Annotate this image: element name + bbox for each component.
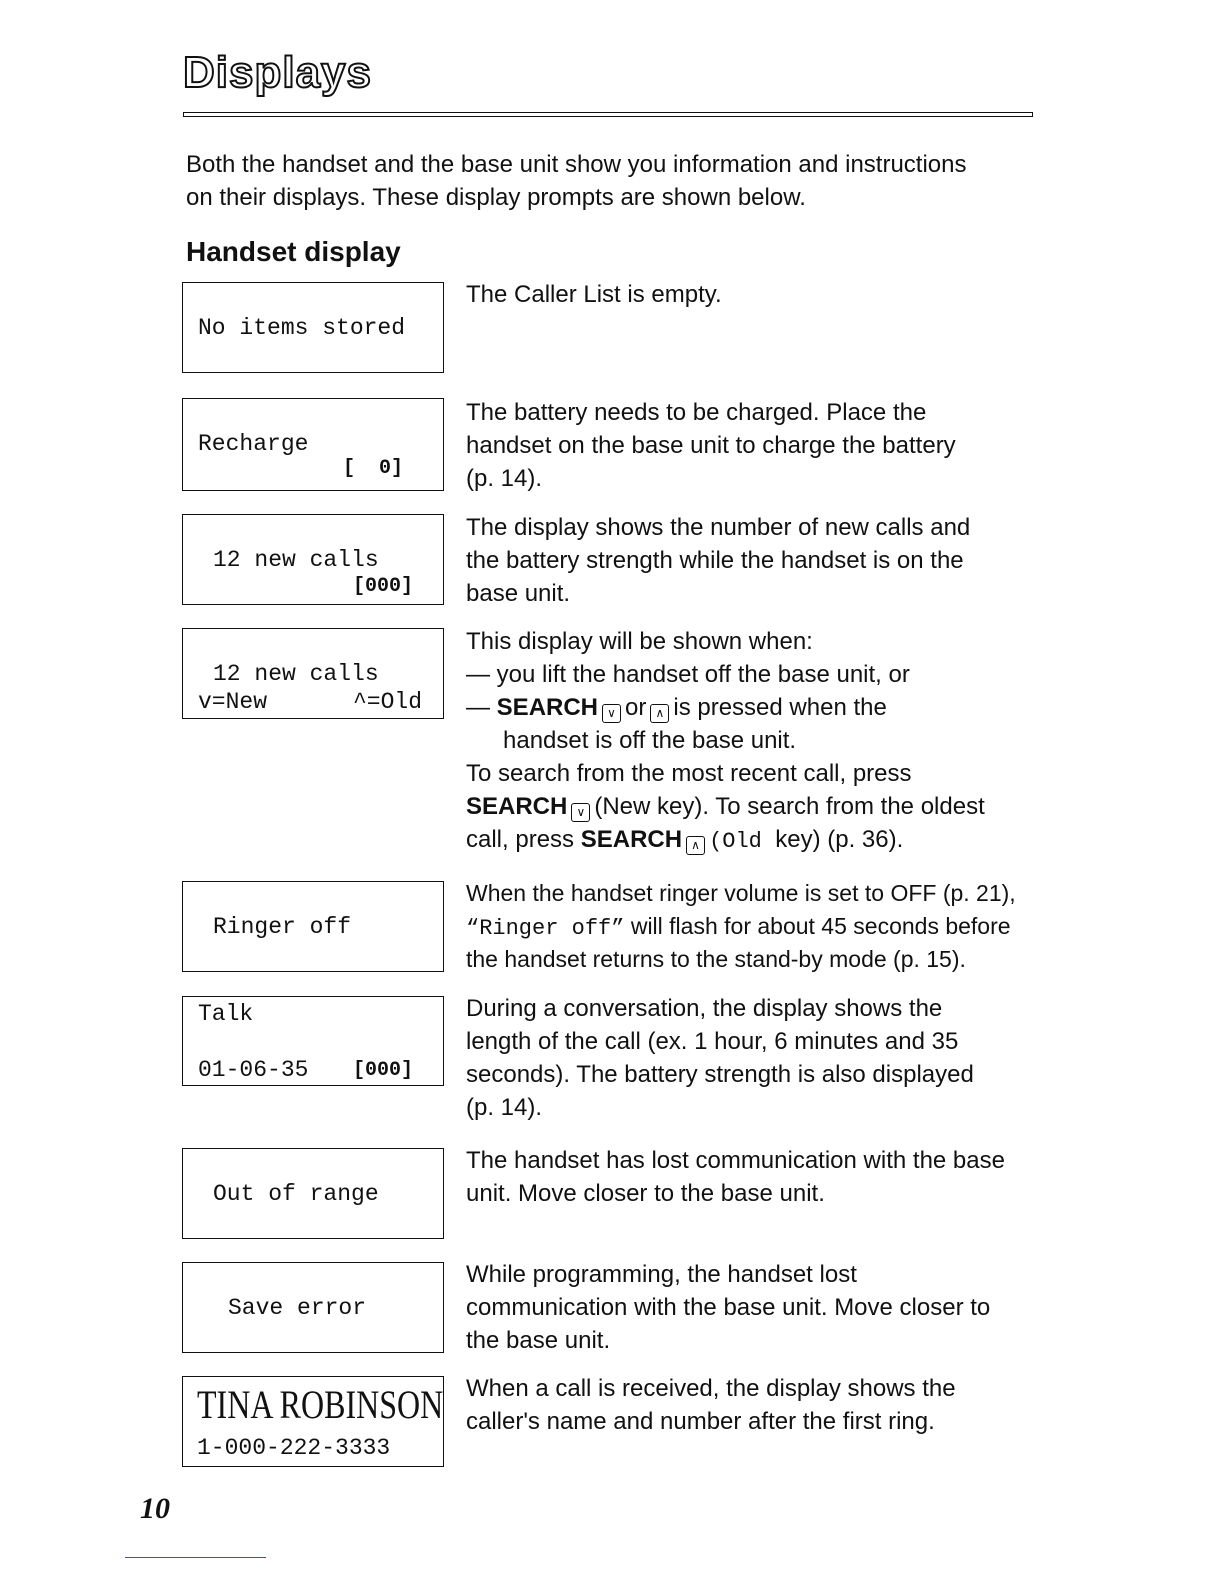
lcd-text: v=New: [198, 689, 268, 715]
text: key) (p. 36).: [775, 826, 904, 853]
battery-icon: [ 0]: [343, 457, 404, 480]
text: or: [625, 694, 647, 721]
desc-line: communication with the base unit. Move closer to: [466, 1294, 991, 1321]
lcd-new-calls: [182, 514, 444, 605]
lcd-out-of-range: [182, 1148, 444, 1239]
text: call, press: [466, 826, 575, 853]
lcd-caller-id: [182, 1376, 444, 1467]
desc-line: (p. 14).: [466, 465, 543, 492]
lcd-text: ^=Old: [353, 689, 423, 715]
title-rule: [183, 112, 1033, 117]
desc-line: (p. 14).: [466, 1094, 543, 1121]
desc-line: When a call is received, the display shows the: [466, 1375, 956, 1402]
desc-line: — you lift the handset off the base unit, or: [466, 661, 910, 688]
lcd-ringer-off: [182, 881, 444, 972]
lcd-text: Talk: [198, 1001, 254, 1027]
desc-line: handset on the base unit to charge the battery: [466, 432, 956, 459]
page-title: Displays: [183, 48, 372, 97]
lcd-text: 12 new calls: [213, 661, 379, 687]
section-heading: Handset display: [186, 236, 401, 267]
desc-line: [466, 910, 1011, 945]
lcd-text: 12 new calls: [213, 547, 379, 573]
down-key-icon: ∨: [602, 704, 621, 723]
desc-line: While programming, the handset lost: [466, 1261, 857, 1288]
search-key-label: SEARCH: [580, 826, 683, 853]
battery-icon: [000]: [353, 575, 414, 598]
up-key-icon: ∧: [686, 836, 705, 855]
desc-line: The display shows the number of new calls and: [466, 514, 971, 541]
desc-line: The battery needs to be charged. Place the: [466, 399, 927, 426]
search-key-label: SEARCH: [496, 694, 599, 721]
page-number: 10: [140, 1492, 170, 1525]
desc-line: base unit.: [466, 580, 571, 607]
intro-line: Both the handset and the base unit show you information and instructions: [186, 151, 967, 178]
desc-line: [466, 691, 887, 724]
desc-line: the handset returns to the stand-by mode (p. 15).: [466, 946, 966, 972]
text: will flash for about 45 seconds before: [630, 913, 1011, 939]
intro-line: on their displays. These display prompts are shown below.: [186, 184, 806, 211]
up-key-icon: ∧: [650, 704, 669, 723]
desc-line: [466, 790, 985, 823]
caller-name: TINA ROBINSON: [197, 1382, 444, 1427]
text: “Ringer off”: [466, 916, 625, 941]
text: —: [466, 694, 490, 721]
desc-line: length of the call (ex. 1 hour, 6 minutes and 35: [466, 1028, 959, 1055]
desc-line: During a conversation, the display shows the: [466, 995, 943, 1022]
lcd-new-calls-search: [182, 628, 444, 719]
desc-line: To search from the most recent call, press: [466, 760, 912, 787]
desc-line: unit. Move closer to the base unit.: [466, 1180, 825, 1207]
lcd-no-items: [182, 282, 444, 373]
desc-line: The handset has lost communication with the base: [466, 1147, 1005, 1174]
down-key-icon: ∨: [571, 803, 590, 822]
text: is pressed when the: [673, 694, 887, 721]
lcd-text: Save error: [228, 1295, 367, 1321]
lcd-text: Recharge: [198, 431, 309, 457]
desc-line: handset is off the base unit.: [503, 727, 797, 754]
desc-line: [466, 823, 903, 858]
lcd-text: 01-06-35: [198, 1057, 309, 1083]
search-key-label: SEARCH: [466, 793, 568, 820]
battery-icon: [000]: [353, 1059, 414, 1082]
desc-line: seconds). The battery strength is also displayed: [466, 1061, 974, 1088]
text: (Old: [709, 829, 762, 854]
lcd-recharge: [182, 398, 444, 491]
desc-line: the battery strength while the handset is on the: [466, 547, 964, 574]
lcd-text: Ringer off: [213, 914, 352, 940]
desc-line: This display will be shown when:: [466, 628, 813, 655]
desc-line: The Caller List is empty.: [466, 281, 722, 308]
desc-line: the base unit.: [466, 1327, 611, 1354]
lcd-text: Out of range: [213, 1181, 379, 1207]
link-underline: [125, 1557, 266, 1558]
lcd-talk: [182, 996, 444, 1086]
lcd-text: No items stored: [198, 315, 406, 341]
desc-line: When the handset ringer volume is set to OFF (p. 21),: [466, 880, 1016, 906]
text: (New: [594, 793, 651, 820]
caller-number: 1-000-222-3333: [197, 1435, 391, 1461]
desc-line: caller's name and number after the first ring.: [466, 1408, 935, 1435]
text: key). To search from the oldest: [657, 793, 985, 820]
lcd-save-error: [182, 1262, 444, 1353]
